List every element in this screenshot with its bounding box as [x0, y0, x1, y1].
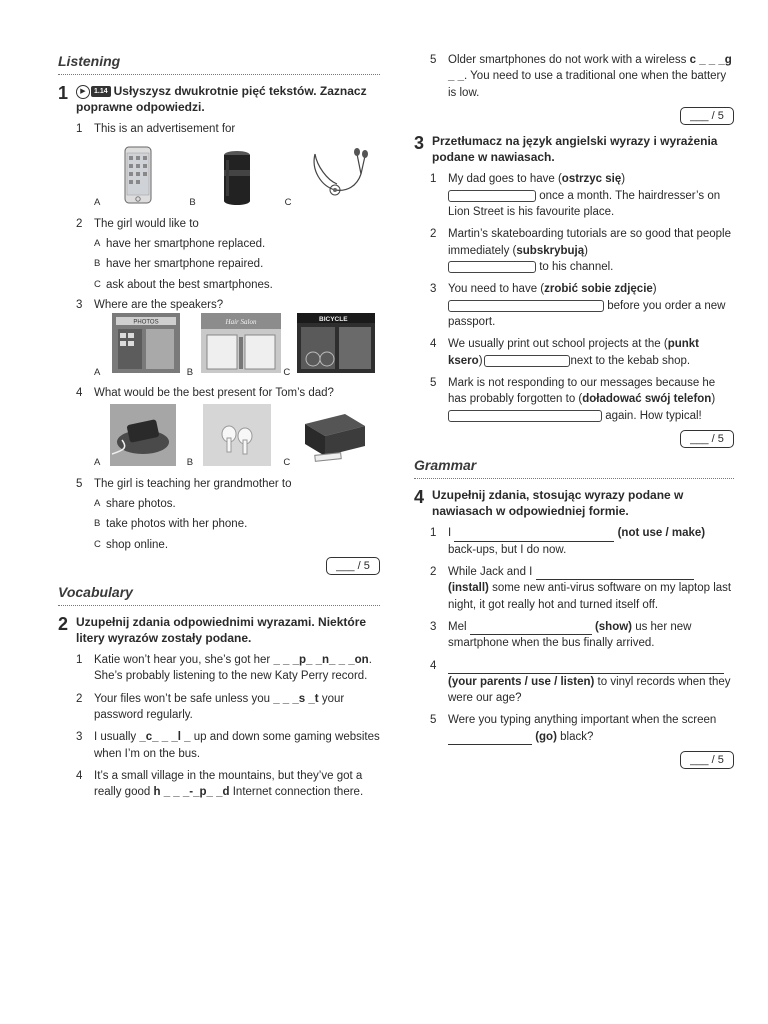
answer-box[interactable]: [448, 300, 604, 312]
grammar-item-4: 4 (your parents / use / listen) to vinyl records when they were our age?: [430, 659, 731, 705]
q1-option-c[interactable]: C: [285, 144, 380, 210]
q2-option-c[interactable]: C ask about the best smartphones.: [94, 278, 273, 291]
answer-line[interactable]: [448, 733, 532, 745]
translation-item-2: 2 Martin’s skateboarding tutorials are so good that people immediately (subskrybują) to his channel.: [430, 228, 731, 273]
vocabulary-item-5: 5 Older smartphones do not work with a wireless c _ _ _g _ _. You need to use a traditional one when the battery is low.: [430, 54, 732, 99]
vocabulary-item-4: 4 It’s a small village in the mountains, but they’ve got a really good h _ _ _-_p_ _d Internet connection there.: [76, 770, 364, 799]
q2-option-a[interactable]: A have her smartphone replaced.: [94, 237, 266, 250]
q1-image-options: [94, 142, 380, 210]
play-icon: ▶: [76, 85, 90, 99]
translation-item-5: 5 Mark is not responding to our messages because he has probably forgotten to (doładować swój telefon) again. How typical!: [430, 376, 716, 422]
word-gap[interactable]: _c_ _ _l _: [139, 731, 191, 744]
q5-option-b[interactable]: B take photos with her phone.: [94, 518, 248, 531]
vocabulary-item-1: 1 Katie won’t hear you, she’s got her _ _ _p_ _n_ _ _on. She’s probably listening to the new Katy Perry record.: [76, 654, 372, 683]
score-box[interactable]: ___ / 5: [680, 107, 734, 125]
translation-item-4: 4 We usually print out school projects at the (punkt ksero) next to the kebab shop.: [430, 338, 699, 367]
task-4-title: 4 Uzupełnij zdania, stosując wyrazy podane w nawiasach w odpowiedniej formie.: [414, 486, 684, 519]
bicycle-shop-image: [297, 313, 375, 373]
score-box[interactable]: ___ / 5: [680, 430, 734, 448]
q5-option-a[interactable]: A share photos.: [94, 497, 176, 510]
answer-box[interactable]: [448, 410, 602, 422]
grammar-item-5: 5 Were you typing anything important when the screen (go) black?: [414, 712, 734, 745]
q4-option-a[interactable]: A: [94, 404, 187, 470]
vocabulary-item-3: 3 I usually _c_ _ _l _ up and down some gaming websites when I’m on the bus.: [76, 731, 380, 760]
translation-score: [414, 430, 734, 448]
q4-option-b[interactable]: B: [187, 404, 284, 470]
q5-option-c[interactable]: C shop online.: [94, 538, 169, 551]
task-2-title: 2 Uzupełnij zdania odpowiednimi wyrazami. Niektóre litery wyrazów zostały podane.: [58, 613, 367, 645]
answer-box[interactable]: [448, 190, 536, 202]
audio-track-number: 1.14: [91, 86, 111, 97]
earphones-icon: [307, 146, 369, 198]
task-instruction: Usłyszysz dwukrotnie pięć tekstów. Zaznacz poprawne odpowiedzi.: [76, 83, 367, 115]
q4-option-c[interactable]: C: [283, 404, 380, 470]
q1-option-a[interactable]: A: [94, 144, 189, 210]
answer-box[interactable]: [484, 355, 570, 367]
hair-salon-image: [201, 313, 281, 373]
printer-image: [295, 404, 371, 466]
score-box[interactable]: ___ / 5: [680, 751, 734, 769]
answer-line[interactable]: [448, 662, 724, 674]
wireless-earbuds-image: [203, 404, 271, 466]
section-heading-listening: Listening: [58, 52, 380, 75]
listening-question-5: 5 The girl is teaching her grandmother to: [76, 477, 292, 490]
answer-line[interactable]: [470, 623, 592, 635]
word-gap[interactable]: _ _ _s _t: [273, 692, 319, 705]
q1-option-b[interactable]: B: [189, 144, 284, 210]
grammar-score: [414, 751, 734, 769]
listening-question-4: 4 What would be the best present for Tom’s dad?: [76, 387, 334, 400]
score-box[interactable]: ___ / 5: [326, 557, 380, 575]
speaker-icon: [223, 150, 251, 206]
bicycle-shop-sign: BICYCLE: [319, 316, 348, 324]
vocabulary-score: [414, 107, 734, 125]
q3-option-b[interactable]: B Hair Salon: [187, 313, 284, 379]
word-gap[interactable]: h _ _ _-_p_ _d: [153, 786, 230, 799]
task-3-title: 3 Przetłumacz na język angielski wyrazy i wyrażenia podane w nawiasach.: [414, 132, 718, 165]
answer-box[interactable]: [448, 261, 536, 273]
q3-option-c[interactable]: C BICYCLE: [283, 313, 380, 379]
translation-item-3: 3 You need to have (zrobić sobie zdjęcie) before you order a new passport.: [430, 283, 726, 328]
q3-image-options: [94, 317, 380, 379]
section-heading-vocabulary: Vocabulary: [58, 583, 380, 606]
photo-shop-sign: PHOTOS: [133, 319, 159, 326]
grammar-item-3: 3 Mel (show) us her new smartphone when the bus finally arrived.: [430, 620, 692, 650]
wireless-charger-image: [110, 404, 176, 466]
q2-option-b[interactable]: B have her smartphone repaired.: [94, 258, 264, 271]
hair-salon-sign: Hair Salon: [225, 318, 257, 327]
audio-track-badge[interactable]: [76, 85, 111, 99]
grammar-item-1: 1 I (not use / make) back-ups, but I do now.: [430, 527, 706, 556]
answer-line[interactable]: [536, 568, 694, 580]
task-1-title: [58, 83, 380, 115]
section-heading-grammar: Grammar: [414, 456, 734, 479]
translation-item-1: 1 My dad goes to have (ostrzyc się) once a month. The hairdresser’s on Lion Street is his favourite place.: [430, 173, 721, 219]
vocabulary-item-2: 2 Your files won’t be safe unless you _ _ _s _t your password regularly.: [76, 692, 345, 722]
right-column: [414, 52, 734, 777]
photo-shop-image: [112, 313, 180, 373]
listening-score: [58, 557, 380, 575]
smartphone-icon: [124, 146, 152, 204]
left-column: [58, 52, 380, 807]
word-gap[interactable]: c _ _ _g _ _: [448, 54, 732, 83]
task-number: 1: [58, 82, 69, 103]
q4-image-options: [94, 406, 380, 470]
answer-line[interactable]: [454, 530, 614, 542]
listening-question-2: 2 The girl would like to: [76, 217, 199, 230]
word-gap[interactable]: _ _ _p_ _n_ _ _on: [273, 654, 369, 667]
grammar-item-2: 2 While Jack and I (install) some new anti-virus software on my laptop last night, it got really hot and turned itself off.: [430, 565, 732, 611]
q3-option-a[interactable]: A PHOTOS: [94, 313, 187, 379]
listening-question-3: 3 Where are the speakers?: [76, 298, 224, 311]
listening-question-1: 1 This is an advertisement for: [76, 123, 236, 136]
